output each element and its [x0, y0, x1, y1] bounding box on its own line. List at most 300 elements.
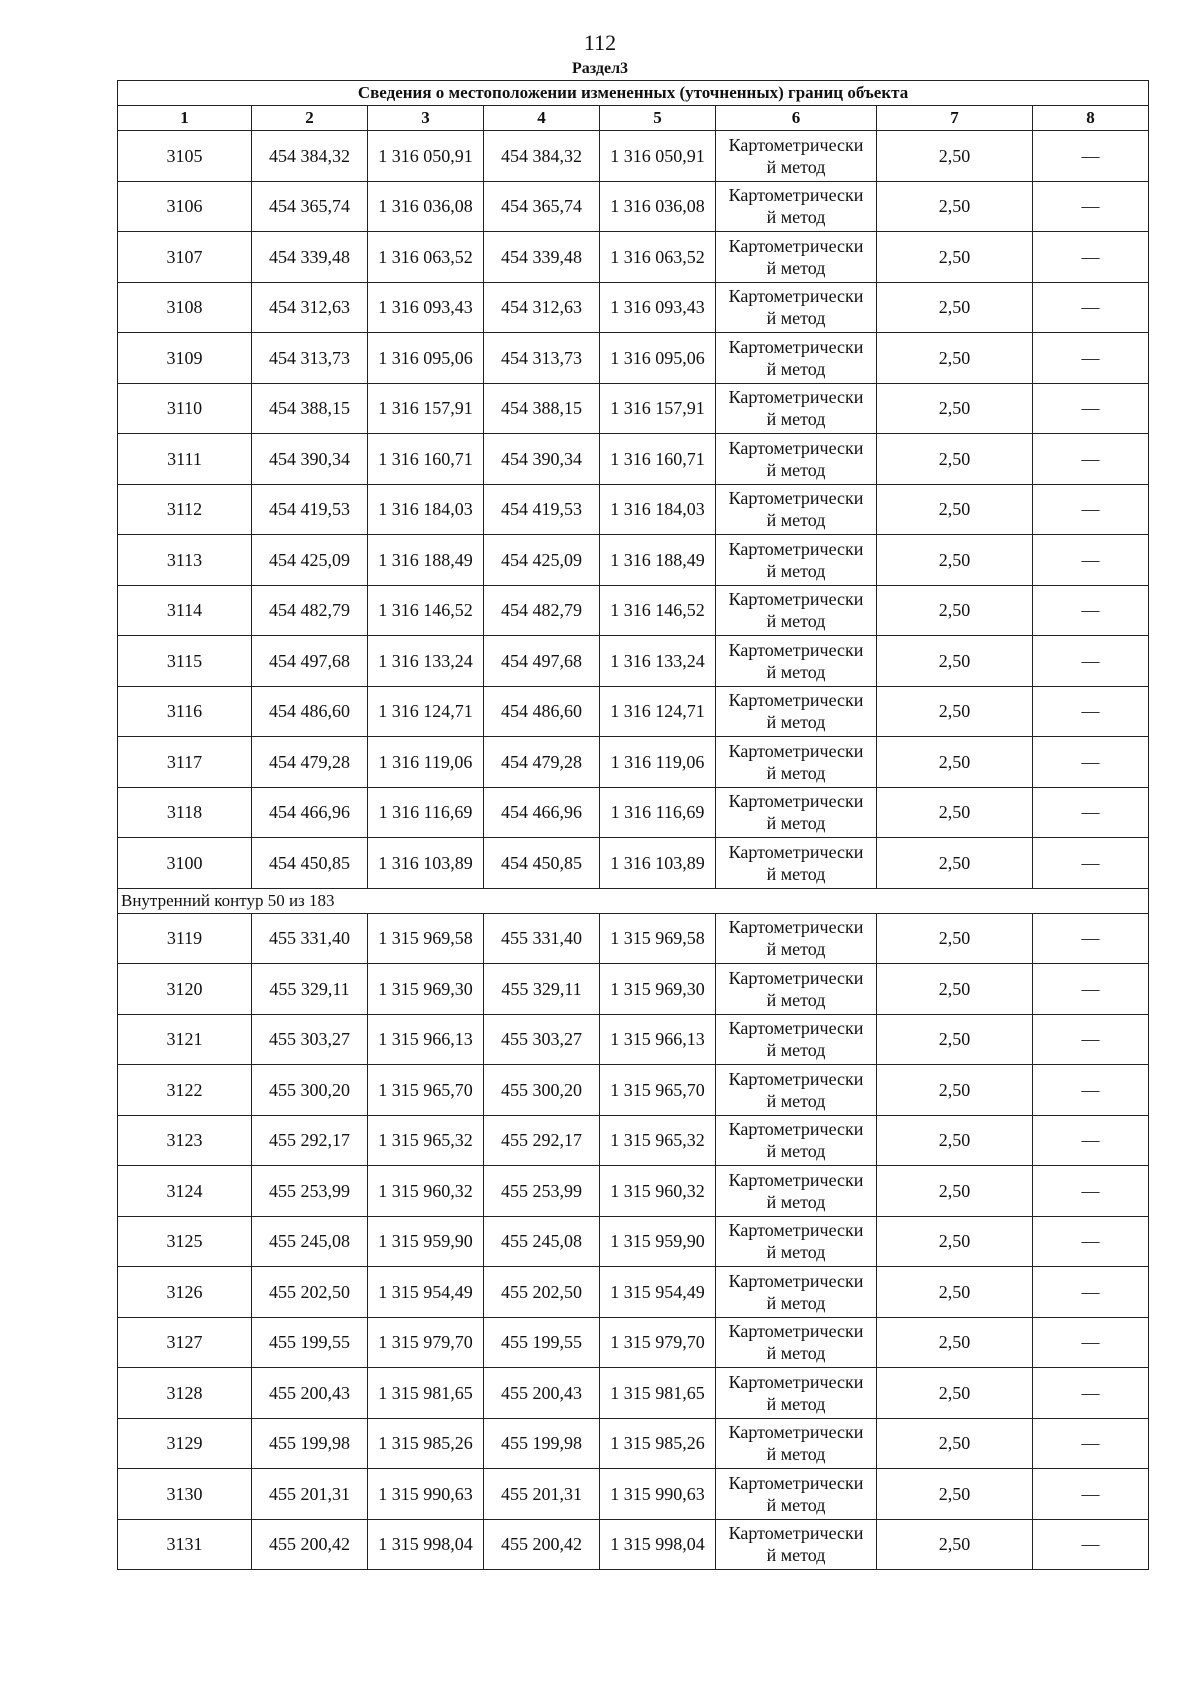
- note-cell: —: [1033, 181, 1149, 232]
- accuracy-cell: 2,50: [877, 1115, 1033, 1166]
- method-line: Картометрически: [728, 917, 864, 938]
- method-line: Картометрически: [728, 967, 864, 988]
- y-existing-cell: 1 315 966,13: [368, 1014, 484, 1065]
- x-existing-cell: 455 199,55: [252, 1317, 368, 1368]
- point-number-cell: 3128: [118, 1368, 252, 1419]
- note-cell: —: [1033, 636, 1149, 687]
- y-refined-cell: 1 316 036,08: [600, 181, 716, 232]
- x-refined-cell: 454 419,53: [484, 484, 600, 535]
- x-refined-cell: 455 202,50: [484, 1267, 600, 1318]
- point-number-cell: 3115: [118, 636, 252, 687]
- method-line: Картометрически: [728, 1270, 864, 1291]
- method-line: Картометрически: [728, 286, 864, 307]
- point-number-cell: 3108: [118, 282, 252, 333]
- y-existing-cell: 1 316 063,52: [368, 232, 484, 283]
- method-line: Картометрически: [728, 1523, 864, 1544]
- method-line: й метод: [766, 1343, 826, 1364]
- table-row: [118, 913, 1149, 964]
- y-refined-cell: 1 316 146,52: [600, 585, 716, 636]
- method-cell: [716, 838, 877, 889]
- table-row: [118, 1014, 1149, 1065]
- method-line: й метод: [766, 1494, 826, 1515]
- accuracy-cell: 2,50: [877, 1216, 1033, 1267]
- method-line: й метод: [766, 712, 826, 733]
- y-refined-cell: 1 316 050,91: [600, 131, 716, 182]
- x-refined-cell: 454 425,09: [484, 535, 600, 586]
- accuracy-cell: 2,50: [877, 535, 1033, 586]
- y-refined-cell: 1 316 116,69: [600, 787, 716, 838]
- page-number: 112: [583, 30, 617, 55]
- table-row: [118, 636, 1149, 687]
- method-line: Картометрически: [728, 1321, 864, 1342]
- y-existing-cell: 1 315 959,90: [368, 1216, 484, 1267]
- point-number-cell: 3118: [118, 787, 252, 838]
- x-refined-cell: 455 200,42: [484, 1519, 600, 1570]
- accuracy-cell: 2,50: [877, 434, 1033, 485]
- note-cell: —: [1033, 282, 1149, 333]
- method-cell: [716, 1065, 877, 1116]
- accuracy-cell: 2,50: [877, 1519, 1033, 1570]
- x-refined-cell: 455 300,20: [484, 1065, 600, 1116]
- y-refined-cell: 1 315 969,58: [600, 913, 716, 964]
- x-refined-cell: 455 303,27: [484, 1014, 600, 1065]
- x-existing-cell: 454 312,63: [252, 282, 368, 333]
- x-refined-cell: 455 253,99: [484, 1166, 600, 1217]
- method-line: Картометрически: [728, 488, 864, 509]
- y-refined-cell: 1 316 124,71: [600, 686, 716, 737]
- x-refined-cell: 455 331,40: [484, 913, 600, 964]
- y-existing-cell: 1 315 969,30: [368, 964, 484, 1015]
- accuracy-cell: 2,50: [877, 964, 1033, 1015]
- method-cell: [716, 1014, 877, 1065]
- x-existing-cell: 455 331,40: [252, 913, 368, 964]
- x-existing-cell: 454 486,60: [252, 686, 368, 737]
- method-cell: [716, 131, 877, 182]
- y-refined-cell: 1 316 063,52: [600, 232, 716, 283]
- y-refined-cell: 1 315 954,49: [600, 1267, 716, 1318]
- method-cell: [716, 686, 877, 737]
- accuracy-cell: 2,50: [877, 737, 1033, 788]
- accuracy-cell: 2,50: [877, 1065, 1033, 1116]
- point-number-cell: 3124: [118, 1166, 252, 1217]
- x-existing-cell: 454 390,34: [252, 434, 368, 485]
- x-refined-cell: 454 388,15: [484, 383, 600, 434]
- method-line: й метод: [766, 1242, 826, 1263]
- method-line: Картометрически: [728, 1119, 864, 1140]
- y-existing-cell: 1 315 985,26: [368, 1418, 484, 1469]
- method-line: Картометрически: [728, 437, 864, 458]
- method-line: й метод: [766, 308, 826, 329]
- accuracy-cell: 2,50: [877, 1368, 1033, 1419]
- note-cell: —: [1033, 1317, 1149, 1368]
- note-cell: —: [1033, 838, 1149, 889]
- y-existing-cell: 1 315 969,58: [368, 913, 484, 964]
- y-refined-cell: 1 315 959,90: [600, 1216, 716, 1267]
- y-refined-cell: 1 316 103,89: [600, 838, 716, 889]
- method-cell: [716, 636, 877, 687]
- x-refined-cell: 454 365,74: [484, 181, 600, 232]
- method-line: й метод: [766, 257, 826, 278]
- y-refined-cell: 1 315 979,70: [600, 1317, 716, 1368]
- note-cell: —: [1033, 1368, 1149, 1419]
- method-line: Картометрически: [728, 538, 864, 559]
- y-refined-cell: 1 315 969,30: [600, 964, 716, 1015]
- y-existing-cell: 1 315 990,63: [368, 1469, 484, 1520]
- method-cell: [716, 1216, 877, 1267]
- x-existing-cell: 455 200,43: [252, 1368, 368, 1419]
- method-line: й метод: [766, 207, 826, 228]
- y-refined-cell: 1 315 981,65: [600, 1368, 716, 1419]
- y-existing-cell: 1 316 133,24: [368, 636, 484, 687]
- method-line: й метод: [766, 1545, 826, 1566]
- contour-label: Внутренний контур 50 из 183: [118, 888, 1149, 913]
- method-line: Картометрически: [728, 185, 864, 206]
- x-existing-cell: 455 292,17: [252, 1115, 368, 1166]
- method-cell: [716, 737, 877, 788]
- method-cell: [716, 535, 877, 586]
- point-number-cell: 3113: [118, 535, 252, 586]
- x-existing-cell: 454 497,68: [252, 636, 368, 687]
- method-cell: [716, 1469, 877, 1520]
- method-cell: [716, 585, 877, 636]
- note-cell: —: [1033, 787, 1149, 838]
- x-refined-cell: 455 329,11: [484, 964, 600, 1015]
- x-existing-cell: 454 339,48: [252, 232, 368, 283]
- y-existing-cell: 1 316 036,08: [368, 181, 484, 232]
- method-line: Картометрически: [728, 1068, 864, 1089]
- method-line: й метод: [766, 939, 826, 960]
- y-existing-cell: 1 315 979,70: [368, 1317, 484, 1368]
- table-row: [118, 585, 1149, 636]
- note-cell: —: [1033, 1418, 1149, 1469]
- note-cell: —: [1033, 434, 1149, 485]
- y-existing-cell: 1 316 119,06: [368, 737, 484, 788]
- accuracy-cell: 2,50: [877, 181, 1033, 232]
- contour-label-row: [118, 888, 1149, 913]
- method-cell: [716, 333, 877, 384]
- x-existing-cell: 455 200,42: [252, 1519, 368, 1570]
- table-row: [118, 1115, 1149, 1166]
- y-existing-cell: 1 316 050,91: [368, 131, 484, 182]
- point-number-cell: 3125: [118, 1216, 252, 1267]
- method-cell: [716, 1368, 877, 1419]
- y-existing-cell: 1 315 960,32: [368, 1166, 484, 1217]
- method-line: й метод: [766, 1191, 826, 1212]
- column-header: 7: [877, 106, 1033, 131]
- x-refined-cell: 455 245,08: [484, 1216, 600, 1267]
- point-number-cell: 3110: [118, 383, 252, 434]
- y-refined-cell: 1 316 157,91: [600, 383, 716, 434]
- accuracy-cell: 2,50: [877, 838, 1033, 889]
- note-cell: —: [1033, 585, 1149, 636]
- x-existing-cell: 455 329,11: [252, 964, 368, 1015]
- method-cell: [716, 282, 877, 333]
- note-cell: —: [1033, 333, 1149, 384]
- x-existing-cell: 454 479,28: [252, 737, 368, 788]
- table-row: [118, 383, 1149, 434]
- table-row: [118, 1065, 1149, 1116]
- note-cell: —: [1033, 1469, 1149, 1520]
- x-refined-cell: 454 384,32: [484, 131, 600, 182]
- note-cell: —: [1033, 1065, 1149, 1116]
- point-number-cell: 3123: [118, 1115, 252, 1166]
- y-refined-cell: 1 316 188,49: [600, 535, 716, 586]
- method-cell: [716, 1166, 877, 1217]
- y-refined-cell: 1 316 133,24: [600, 636, 716, 687]
- method-line: Картометрически: [728, 1169, 864, 1190]
- method-cell: [716, 1519, 877, 1570]
- column-header: 4: [484, 106, 600, 131]
- point-number-cell: 3130: [118, 1469, 252, 1520]
- note-cell: —: [1033, 1014, 1149, 1065]
- table-row: [118, 737, 1149, 788]
- table-row: [118, 787, 1149, 838]
- note-cell: —: [1033, 964, 1149, 1015]
- point-number-cell: 3111: [118, 434, 252, 485]
- y-refined-cell: 1 315 998,04: [600, 1519, 716, 1570]
- note-cell: —: [1033, 913, 1149, 964]
- table-caption: Сведения о местоположении измененных (уточненных) границ объекта: [118, 81, 1149, 106]
- x-refined-cell: 454 339,48: [484, 232, 600, 283]
- table-caption-row: [118, 81, 1149, 106]
- table-row: [118, 686, 1149, 737]
- table-row: [118, 232, 1149, 283]
- method-cell: [716, 1418, 877, 1469]
- x-existing-cell: 454 419,53: [252, 484, 368, 535]
- accuracy-cell: 2,50: [877, 686, 1033, 737]
- accuracy-cell: 2,50: [877, 1014, 1033, 1065]
- column-header: 2: [252, 106, 368, 131]
- note-cell: —: [1033, 535, 1149, 586]
- column-header: 1: [118, 106, 252, 131]
- accuracy-cell: 2,50: [877, 333, 1033, 384]
- table-row: [118, 434, 1149, 485]
- x-refined-cell: 454 466,96: [484, 787, 600, 838]
- note-cell: —: [1033, 232, 1149, 283]
- point-number-cell: 3116: [118, 686, 252, 737]
- method-line: й метод: [766, 762, 826, 783]
- point-number-cell: 3107: [118, 232, 252, 283]
- y-existing-cell: 1 316 146,52: [368, 585, 484, 636]
- method-line: й метод: [766, 409, 826, 430]
- x-refined-cell: 454 479,28: [484, 737, 600, 788]
- accuracy-cell: 2,50: [877, 913, 1033, 964]
- y-existing-cell: 1 316 093,43: [368, 282, 484, 333]
- y-existing-cell: 1 316 116,69: [368, 787, 484, 838]
- table-row: [118, 484, 1149, 535]
- point-number-cell: 3127: [118, 1317, 252, 1368]
- method-cell: [716, 434, 877, 485]
- accuracy-cell: 2,50: [877, 1166, 1033, 1217]
- accuracy-cell: 2,50: [877, 1267, 1033, 1318]
- y-existing-cell: 1 316 095,06: [368, 333, 484, 384]
- x-refined-cell: 454 450,85: [484, 838, 600, 889]
- method-line: Картометрически: [728, 387, 864, 408]
- point-number-cell: 3126: [118, 1267, 252, 1318]
- y-existing-cell: 1 315 965,70: [368, 1065, 484, 1116]
- x-refined-cell: 454 312,63: [484, 282, 600, 333]
- method-line: Картометрически: [728, 235, 864, 256]
- x-existing-cell: 455 245,08: [252, 1216, 368, 1267]
- x-refined-cell: 454 486,60: [484, 686, 600, 737]
- method-line: й метод: [766, 560, 826, 581]
- column-header: 8: [1033, 106, 1149, 131]
- method-line: Картометрически: [728, 740, 864, 761]
- x-refined-cell: 455 199,55: [484, 1317, 600, 1368]
- table-row: [118, 1317, 1149, 1368]
- method-line: Картометрически: [728, 134, 864, 155]
- table-row: [118, 1469, 1149, 1520]
- x-existing-cell: 455 300,20: [252, 1065, 368, 1116]
- accuracy-cell: 2,50: [877, 484, 1033, 535]
- point-number-cell: 3100: [118, 838, 252, 889]
- table-row: [118, 1418, 1149, 1469]
- table-row: [118, 131, 1149, 182]
- point-number-cell: 3112: [118, 484, 252, 535]
- method-line: й метод: [766, 1292, 826, 1313]
- point-number-cell: 3105: [118, 131, 252, 182]
- point-number-cell: 3117: [118, 737, 252, 788]
- method-cell: [716, 484, 877, 535]
- table-row: [118, 181, 1149, 232]
- x-existing-cell: 454 425,09: [252, 535, 368, 586]
- method-line: й метод: [766, 1141, 826, 1162]
- x-existing-cell: 455 202,50: [252, 1267, 368, 1318]
- point-number-cell: 3109: [118, 333, 252, 384]
- accuracy-cell: 2,50: [877, 1418, 1033, 1469]
- point-number-cell: 3122: [118, 1065, 252, 1116]
- x-existing-cell: 454 384,32: [252, 131, 368, 182]
- y-refined-cell: 1 315 960,32: [600, 1166, 716, 1217]
- method-cell: [716, 232, 877, 283]
- method-cell: [716, 1267, 877, 1318]
- note-cell: —: [1033, 383, 1149, 434]
- y-existing-cell: 1 315 998,04: [368, 1519, 484, 1570]
- column-header: 5: [600, 106, 716, 131]
- point-number-cell: 3131: [118, 1519, 252, 1570]
- table-row: [118, 1216, 1149, 1267]
- column-header: 6: [716, 106, 877, 131]
- method-line: Картометрически: [728, 639, 864, 660]
- accuracy-cell: 2,50: [877, 787, 1033, 838]
- x-existing-cell: 454 313,73: [252, 333, 368, 384]
- method-line: й метод: [766, 611, 826, 632]
- y-refined-cell: 1 316 160,71: [600, 434, 716, 485]
- accuracy-cell: 2,50: [877, 636, 1033, 687]
- note-cell: —: [1033, 131, 1149, 182]
- accuracy-cell: 2,50: [877, 232, 1033, 283]
- x-existing-cell: 454 482,79: [252, 585, 368, 636]
- x-existing-cell: 454 388,15: [252, 383, 368, 434]
- method-cell: [716, 913, 877, 964]
- method-line: й метод: [766, 813, 826, 834]
- note-cell: —: [1033, 1519, 1149, 1570]
- point-number-cell: 3119: [118, 913, 252, 964]
- method-line: Картометрически: [728, 1472, 864, 1493]
- x-refined-cell: 455 200,43: [484, 1368, 600, 1419]
- method-line: Картометрически: [728, 1220, 864, 1241]
- accuracy-cell: 2,50: [877, 1469, 1033, 1520]
- y-refined-cell: 1 315 985,26: [600, 1418, 716, 1469]
- y-refined-cell: 1 316 119,06: [600, 737, 716, 788]
- table-row: [118, 838, 1149, 889]
- x-existing-cell: 455 199,98: [252, 1418, 368, 1469]
- note-cell: —: [1033, 484, 1149, 535]
- y-refined-cell: 1 316 093,43: [600, 282, 716, 333]
- x-existing-cell: 455 253,99: [252, 1166, 368, 1217]
- y-existing-cell: 1 316 184,03: [368, 484, 484, 535]
- y-existing-cell: 1 315 954,49: [368, 1267, 484, 1318]
- method-line: Картометрически: [728, 791, 864, 812]
- x-existing-cell: 454 450,85: [252, 838, 368, 889]
- method-line: й метод: [766, 1040, 826, 1061]
- method-line: Картометрически: [728, 1371, 864, 1392]
- method-line: Картометрически: [728, 1422, 864, 1443]
- point-number-cell: 3129: [118, 1418, 252, 1469]
- column-header: 3: [368, 106, 484, 131]
- x-refined-cell: 454 313,73: [484, 333, 600, 384]
- x-refined-cell: 454 390,34: [484, 434, 600, 485]
- accuracy-cell: 2,50: [877, 383, 1033, 434]
- y-existing-cell: 1 316 124,71: [368, 686, 484, 737]
- accuracy-cell: 2,50: [877, 1317, 1033, 1368]
- method-line: й метод: [766, 989, 826, 1010]
- y-existing-cell: 1 316 160,71: [368, 434, 484, 485]
- method-line: Картометрически: [728, 589, 864, 610]
- y-existing-cell: 1 316 157,91: [368, 383, 484, 434]
- point-number-cell: 3106: [118, 181, 252, 232]
- method-line: й метод: [766, 1090, 826, 1111]
- point-number-cell: 3121: [118, 1014, 252, 1065]
- method-cell: [716, 383, 877, 434]
- method-line: й метод: [766, 1393, 826, 1414]
- x-refined-cell: 454 497,68: [484, 636, 600, 687]
- point-number-cell: 3114: [118, 585, 252, 636]
- y-refined-cell: 1 315 965,70: [600, 1065, 716, 1116]
- method-line: Картометрически: [728, 841, 864, 862]
- method-line: й метод: [766, 1444, 826, 1465]
- table-row: [118, 1519, 1149, 1570]
- x-existing-cell: 454 365,74: [252, 181, 368, 232]
- table-row: [118, 333, 1149, 384]
- method-cell: [716, 964, 877, 1015]
- column-header-row: [118, 106, 1149, 131]
- y-existing-cell: 1 316 103,89: [368, 838, 484, 889]
- table-body: [118, 131, 1149, 1570]
- y-existing-cell: 1 315 981,65: [368, 1368, 484, 1419]
- method-line: й метод: [766, 459, 826, 480]
- method-line: й метод: [766, 358, 826, 379]
- method-line: й метод: [766, 156, 826, 177]
- y-refined-cell: 1 316 095,06: [600, 333, 716, 384]
- x-existing-cell: 454 466,96: [252, 787, 368, 838]
- x-refined-cell: 455 201,31: [484, 1469, 600, 1520]
- accuracy-cell: 2,50: [877, 131, 1033, 182]
- point-number-cell: 3120: [118, 964, 252, 1015]
- x-existing-cell: 455 303,27: [252, 1014, 368, 1065]
- note-cell: —: [1033, 1267, 1149, 1318]
- method-line: й метод: [766, 863, 826, 884]
- boundary-table: [117, 80, 1149, 1570]
- accuracy-cell: 2,50: [877, 585, 1033, 636]
- method-line: Картометрически: [728, 336, 864, 357]
- table-row: [118, 1267, 1149, 1318]
- table-row: [118, 1368, 1149, 1419]
- table-row: [118, 964, 1149, 1015]
- method-line: й метод: [766, 510, 826, 531]
- method-cell: [716, 787, 877, 838]
- y-existing-cell: 1 316 188,49: [368, 535, 484, 586]
